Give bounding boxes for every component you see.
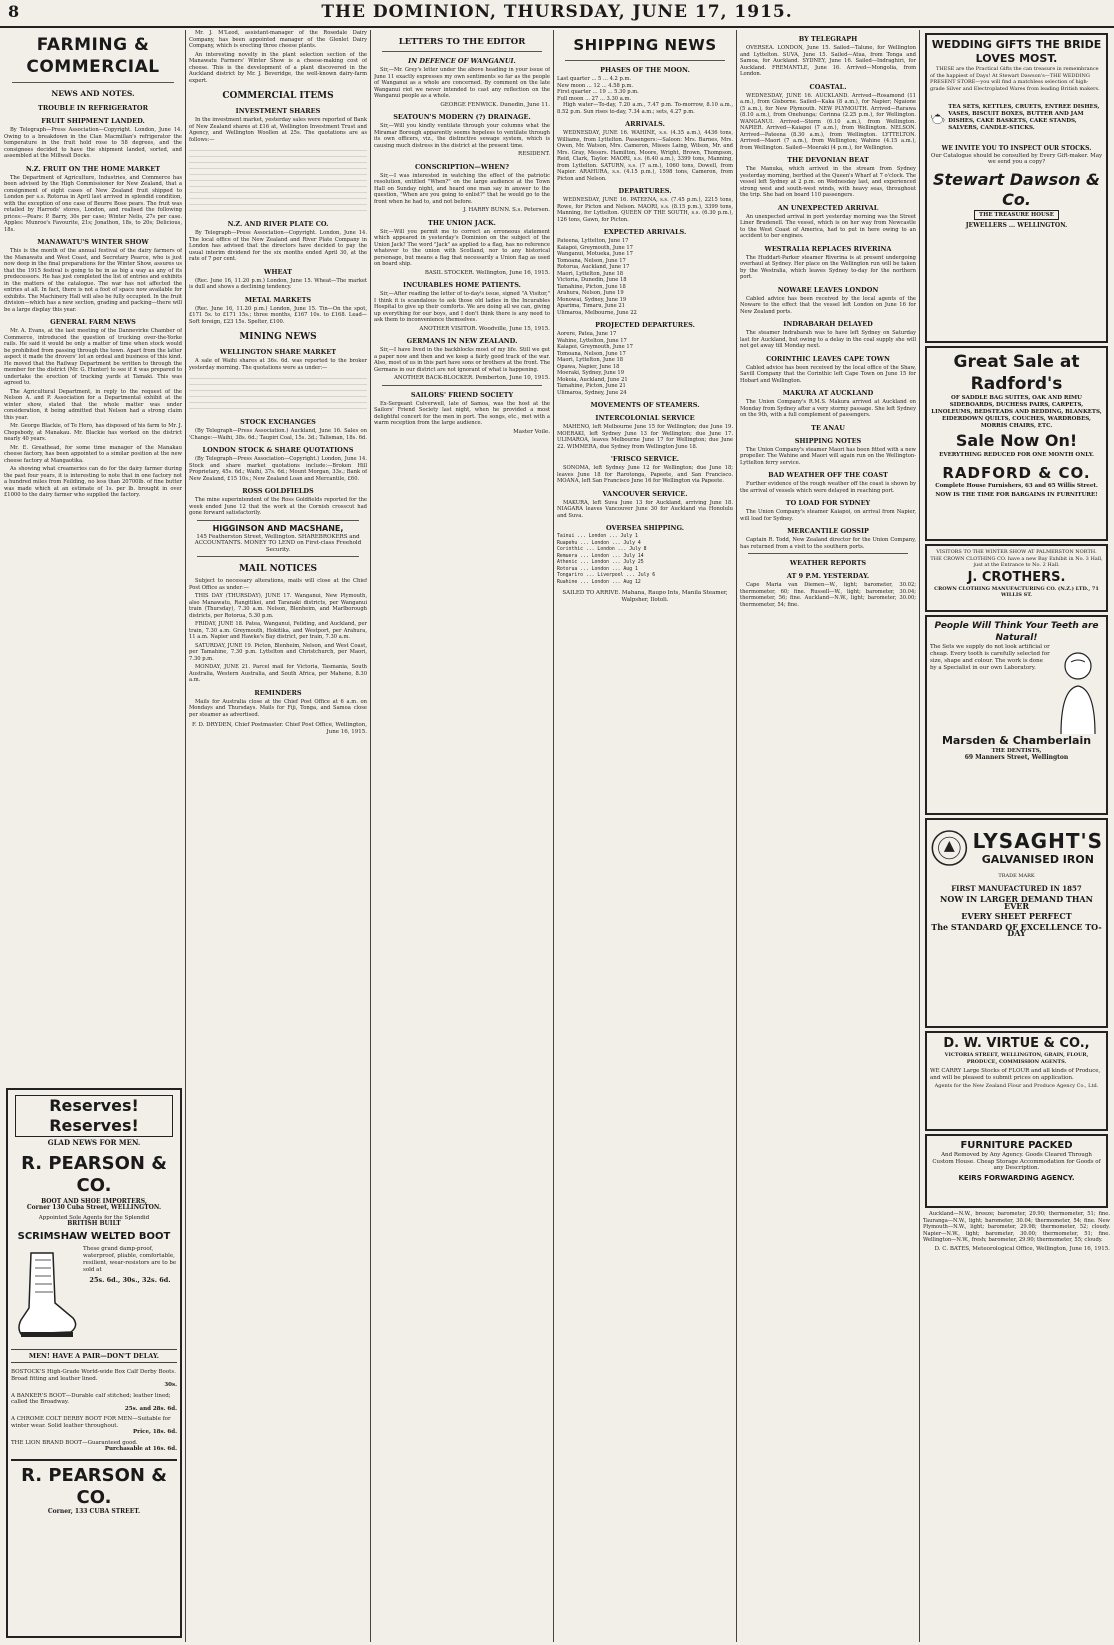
headline-makura: MAKURA AT AUCKLAND bbox=[782, 389, 874, 397]
list-item: Monowai, Sydney, June 19 bbox=[557, 296, 627, 303]
article-text: THIS DAY (THURSDAY), JUNE 17. Wanganui, New Plymouth, also Manawatu, Rangitikei, and Taranaki districts, per Wanganui train (Thursday), 7.30 a.m. Nelson, Blenheim, and Marlborough districts, per Rotorua, 5.30 p.m. bbox=[189, 593, 367, 619]
article-text: This is the month of the annual festival of the dairy farmers of the Manawatu and West Coast, and Secretary Pearce, who is just now deep in the final preparations for the Winter Show, assures us that the 1915 festival is going to be in as big a way as any of its predecessors. He has just completed the list of entries and exhibits in the matters of the catalogue. The war has not affected the entries at all. In fact, there is not a foot of space now available for exhibits. The Machinery Hall will also be fully occupied. In the fruit division—which has a new section, grading and packing—there will be a large display this year. bbox=[4, 248, 182, 313]
table-row: Athenic ... London ... July 25 bbox=[557, 560, 644, 565]
article-text: Subject to necessary alterations, mails will close at the Chief Post Office as under:— bbox=[189, 578, 367, 591]
arrivals-text: WEDNESDAY, JUNE 16. WAHINE, s.s. (4.35 a.m.), 4436 tons, Williams, from Lyttelton. Passengers:—Saloon: Mrs. Barnes, Mrs. Owen, Mr. Watson, Mrs. Cameron, Misses Laing, Wilson, Mr. and Mrs. Gray, Messrs. Hamilton, Moore, Wright, Brown, Thompson, Reid, Clark, Taylor. MAORI, s.s. (6.40 a.m.), 3399 tons, Manning, from Lyttelton. SATURN, s.s. (7 a.m.), 1060 tons, Dowell, from Napier. ARAHURA, s.s. (4.15 p.m.), 1598 tons, Cameron, from Picton and Nelson. bbox=[557, 130, 733, 182]
article-text: WEDNESDAY, JUNE 16. AUCKLAND. Arrived—Rosamond (11 a.m.), from Gisborne. Sailed—Kaka (8 a.m.), for Napier; Ngaione (5 a.m.), for New Plymouth. NEW PLYMOUTH. Arrived—Rarawa (8.10 a.m.), from Onehunga; Corinna (2.25 p.m.), for Wellington. WANGANUI. Arrived—Storm (6.10 a.m.), from Wellington. NAPIER. Arrived—Kaiapoi (7 a.m.), from Wellington. NELSON. Arrived—Pateena (8.30 a.m.), from Wellington. LYTTELTON. Arrived—Maori (7 a.m.), from Wellington; Wahine (4.15 a.m.), from Wellington. Sailed—Moeraki (4 p.m.), for Wellington. bbox=[740, 92, 916, 151]
section-subtitle: NEWS AND NOTES. bbox=[51, 89, 135, 98]
firm-name: HIGGINSON AND MACSHANE, bbox=[212, 523, 344, 533]
letter-text: Sir,—I was interested in watching the effect of the patriotic resolution, entitled "When?" on the large audience at the Town Hall on Sunday night, and heard one man say in answer to the question, "When are you going to enlist?" that he would go to the front when he had to, and not before. bbox=[374, 172, 550, 205]
headline-frisco: 'FRISCO SERVICE. bbox=[610, 455, 680, 463]
ad-lysaght bbox=[925, 818, 1108, 1028]
ad-address: Corner 130 Cuba Street, WELLINGTON. bbox=[26, 1204, 162, 1211]
headline-metal-markets: METAL MARKETS bbox=[244, 295, 312, 304]
sailing-table bbox=[557, 534, 733, 586]
ad-virtue bbox=[925, 1031, 1108, 1131]
ad-text: VISITORS TO THE WINTER SHOW AT PALMERSTON NORTH. THE CROWN CLOTHING CO. have a new Bay Exhibit in No. 3 Hall, just at the Entrance to No. 2 Hall. bbox=[930, 549, 1103, 568]
ad-line: EVERY SHEET PERFECT bbox=[961, 911, 1072, 921]
article-text: Mr. George Blackie, of Te Horo, has disposed of his farm to Mr. J. Chopsbody, at Manakau. Mr. Blackie has worked on the district nearly 40 years. bbox=[4, 423, 182, 442]
article-text: SONOMA, left Sydney June 12 for Wellington; due June 18; leaves June 18 for Rarotonga, Papeete, and San Francisco. MOANA, left San Francisco June 16 for Wellington via Papeete. bbox=[557, 465, 733, 484]
dentist-portrait bbox=[1053, 644, 1103, 734]
ad-tagline: THE TREASURE HOUSE bbox=[974, 210, 1059, 221]
moon-list bbox=[557, 76, 733, 102]
article-text: An unexpected arrival in port yesterday morning was the Street Liner Brudenell. The vessel, which is on her way from Newcastle to the West Coast of America, had to put in here owing to an accident to her engines. bbox=[740, 213, 916, 239]
article-signature: Master Voile. bbox=[513, 428, 550, 435]
ad-description: These grand damp-proof, waterproof, pliable, comfortable, resilient, wear-resistors are to be sold at bbox=[83, 1245, 177, 1273]
headline-germans: GERMANS IN NEW ZEALAND. bbox=[406, 337, 518, 345]
letter-signature: ANOTHER VISITOR. Woodville, June 15, 1915. bbox=[419, 325, 550, 332]
headline-river-plate: N.Z. AND RIVER PLATE CO. bbox=[227, 220, 329, 228]
letter-signature: J. HARRY BUNN. S.s. Petersen. bbox=[463, 207, 550, 213]
ad-line: The STANDARD OF EXCELLENCE TO-DAY bbox=[931, 921, 1102, 938]
headline-mail-notices: MAIL NOTICES bbox=[238, 564, 318, 574]
letter-text: Sir,—Will you permit me to correct an erroneous statement which appeared in yesterday's Dominion on the subject of the Union Jack? The word "Jack" as applied to a flag, has no reference whatever to the union with Scotland, nor to any historical personage, but means a flag that necessarily a Union flag as used on board ship. bbox=[374, 228, 550, 267]
ad-line: NOW IN LARGER DEMAND THAN EVER bbox=[940, 894, 1093, 911]
headline-by-telegraph: BY TELEGRAPH bbox=[798, 35, 858, 43]
article-text: The Manuka, which arrived in the stream from Sydney yesterday morning, berthed at the Queen's Wharf at 7 o'clock. The vessel left Sydney at 2 p.m. on Wednesday last, and experienced strong west and south-west winds, with heavy seas, throughout the trip. She had on board 110 passengers. bbox=[740, 166, 916, 198]
article-text: Mails for Australia close at the Chief Post Office at 6 a.m. on Mondays and Thursdays. Mails for Fiji, Tonga, and Samoa close per steamer as advertised. bbox=[189, 698, 367, 718]
headline-arrivals: ARRIVALS. bbox=[625, 120, 665, 128]
headline-ross-goldfields: ROSS GOLDFIELDS bbox=[242, 487, 314, 495]
ad-item-price: Purchasable at 16s. 6d. bbox=[104, 1446, 177, 1452]
list-item: Aorere, Patea, June 17 bbox=[557, 331, 617, 337]
list-item: Maori, Lyttelton, June 18 bbox=[557, 270, 624, 277]
section-title-shipping: SHIPPING NEWS bbox=[573, 36, 717, 54]
article-text: The mine superintendent of the Ross Goldfields reported for the week ended June 12 that the work at the Cornish crosscut had gone forward satisfactorily. bbox=[189, 497, 367, 516]
moon-row: Full moon ... 27 ... 3.30 a.m. bbox=[557, 95, 632, 102]
column-letters bbox=[374, 30, 550, 1642]
list-item: Tamahine, Picton, June 18 bbox=[557, 283, 626, 290]
ad-item: THE LION BRAND BOOT—Guaranteed good. bbox=[11, 1439, 138, 1446]
list-item: Mokoia, Auckland, June 21 bbox=[557, 376, 628, 383]
article-text: By Telegraph—Press Association—Copyright. London, June 14. The local office of the New Zealand and River Plate Company in London has advised that the directors have decided to pay the usual interim dividend for the six months ended April 30, at the rate of 7 per cent. bbox=[189, 230, 367, 262]
letter-text: Sir,—Will you kindly ventilate through your columns what the Miramar Borough apparently seems hopeless to ventilate through its own officers, viz., the distinctive sewage system, which is causing much distress in the district at the present time. bbox=[374, 123, 550, 149]
moon-row: New moon ... 12 ... 4.58 p.m. bbox=[557, 82, 634, 89]
headline-farm-news: GENERAL FARM NEWS bbox=[50, 318, 136, 326]
letter-text: Sir,—After reading the letter of to-day's issue, signed "A Visitor," I think it is scandalous to ask those old ladies in the Incurables Hospital to give up their comforts. We are doing all we can, giving up everything for our boys, and I don't think there is any need to ask them to inconvenience themselves. bbox=[374, 291, 550, 323]
ad-boot-name: SCRIMSHAW WELTED BOOT bbox=[17, 1230, 171, 1242]
subhead-intercolonial: INTERCOLONIAL SERVICE bbox=[595, 414, 695, 422]
ad-item: BOSTOCK'S High-Grade World-wide Box Calf Derby Boots. Broad fitting and leather lined. bbox=[11, 1369, 176, 1382]
headline-refrigerator: TROUBLE IN REFRIGERATOR bbox=[37, 104, 148, 112]
letter-signature: BASIL STOCKER. Wellington, June 16, 1915. bbox=[424, 269, 550, 276]
letter-signature: ANOTHER BACK-BLOCKER. Pemberton, June 10, 1915. bbox=[393, 375, 550, 381]
section-title-farming: FARMING & COMMERCIAL bbox=[26, 35, 160, 77]
ad-dentists bbox=[925, 615, 1108, 815]
article-text: MAHENO, left Melbourne June 15 for Wellington; due June 19. MOERAKI, left Sydney June 13 for Wellington; due June 17. ULIMAROA, leaves Melbourne June 17 for Wellington; due June 22. WIMMERA, due Sydney from Wellington June 18. bbox=[557, 424, 733, 450]
list-item: Maori, Lyttelton, June 18 bbox=[557, 357, 624, 363]
headline-projected-departures: PROJECTED DEPARTURES. bbox=[595, 321, 695, 329]
article-text: Ex-Sergeant Culverwell, late of Samoa, was the host at the Sailors' Friend Society last night, when he provided a most delightful concert for the men in port. The songs, etc., met with a warm reception from the large audience. bbox=[374, 400, 550, 426]
ad-text: The Sets we supply do not look artificial or cheap. Every tooth is carefully selected for size, shape and colour. The work is done by a Specialist in our own Laboratory. bbox=[930, 644, 1050, 671]
ad-item-price: 30s. bbox=[164, 1382, 177, 1388]
headline-wanganui: IN DEFENCE OF WANGANUI. bbox=[408, 57, 516, 65]
headline-sailors-friend: SAILORS' FRIEND SOCIETY bbox=[410, 390, 514, 399]
ad-brand: RADFORD & CO. bbox=[942, 463, 1091, 482]
table-row: Corinthic ... London ... July 8 bbox=[557, 547, 647, 552]
headline-union-jack: THE UNION JACK. bbox=[428, 218, 496, 227]
headline-winter-show: MANAWATU'S WINTER SHOW bbox=[37, 238, 149, 246]
firm-details: 145 Featherston Street, Wellington. SHAREBROKERS and ACCOUNTANTS. MONEY TO LEND on First-class Freehold Security. bbox=[194, 533, 362, 553]
ad-invite: WE INVITE YOU TO INSPECT OUR STOCKS. bbox=[941, 145, 1092, 152]
ad-text: WE CARRY Large Stocks of FLOUR and all kinds of Produce, and will be pleased to submit prices on application. bbox=[930, 1068, 1101, 1081]
headline-seatoun: SEATOUN'S MODERN (?) DRAINAGE. bbox=[393, 113, 531, 121]
ad-line: FIRST MANUFACTURED IN 1857 bbox=[951, 883, 1082, 893]
ad-crothers bbox=[925, 544, 1108, 612]
headline-coastal: COASTAL. bbox=[809, 82, 847, 91]
ad-address: Complete House Furnishers, 63 and 65 Willis Street. bbox=[935, 482, 1098, 489]
article-text: (Rec. June 16, 11.20 p.m.) London, June 15. Tin—On the spot, £171 5s. to £171 15s.; three months, £167 10s. to £168. Lead—Soft foreign, £23 15s. Spelter, £100. bbox=[189, 305, 367, 325]
headline-commercial-items: COMMERCIAL ITEMS bbox=[222, 91, 334, 101]
list-item: Pateena, Lyttelton, June 17 bbox=[557, 238, 629, 244]
ad-footer-address: Corner, 133 CUBA STREET. bbox=[47, 1507, 141, 1515]
headline-to-load: TO LOAD FOR SYDNEY bbox=[785, 499, 871, 507]
article-text: Further evidence of the rough weather off the coast is shown by the arrival of vessels which were delayed in reaching port. bbox=[740, 481, 916, 494]
headline-mining-news: MINING NEWS bbox=[239, 332, 317, 342]
table-row: Tainui ... London ... July 1 bbox=[557, 534, 638, 539]
headline-stock-exchanges: STOCK EXCHANGES bbox=[240, 418, 316, 426]
ad-item: A CHROME COLT DERBY BOOT FOR MEN—Suitable for winter wear. Solid leather throughout. bbox=[11, 1416, 171, 1429]
ad-badge-label: TRADE MARK bbox=[998, 873, 1035, 879]
list-item: Opawa, Napier, June 18 bbox=[557, 363, 620, 370]
subhead-investment: INVESTMENT SHARES bbox=[235, 107, 321, 115]
ad-brand: LYSAGHT'S bbox=[972, 829, 1103, 853]
subhead-share-market: WELLINGTON SHARE MARKET bbox=[219, 348, 337, 356]
ad-sale-now: Sale Now On! bbox=[955, 431, 1078, 450]
article-text: (By Telegraph—Press Association—Copyright.) London, June 14. Stock and share market quotations include:—Broken Hill Proprietary, 45s. 6d.; Waihi, 37s. 6d.; Mount Morgan, 33s.; Bank of New Zealand, £15 10s.; New Zealand Loan and Mercantile, £60. bbox=[189, 456, 367, 482]
ad-agents: Agents for the New Zealand Flour and Produce Agency Co., Ltd. bbox=[934, 1083, 1099, 1089]
list-item: Wahine, Lyttelton, June 17 bbox=[557, 337, 627, 344]
ad-price: 25s. 6d., 30s., 32s. 6d. bbox=[89, 1275, 171, 1284]
ad-sub: GALVANISED IRON bbox=[981, 853, 1094, 866]
column-shipping bbox=[557, 30, 733, 1642]
article-text: SATURDAY, JUNE 19. Picton, Blenheim, Nelson, and West Coast, per Tamahine, 7.30 p.m. Lyttelton and Christchurch, per Maori, 7.30 p.m. bbox=[189, 642, 367, 662]
share-table bbox=[189, 145, 367, 215]
headline-bad-weather: BAD WEATHER OFF THE COAST bbox=[768, 471, 888, 479]
article-text: The Union Company's steamer Maori has been fitted with a new propeller. The Wahine and Maori will again run on the Wellington-Lyttelton ferry service. bbox=[740, 446, 916, 466]
table-row: Remuera ... London ... July 14 bbox=[557, 553, 644, 559]
signature: F. D. DRYDEN, Chief Postmaster. Chief Post Office, Wellington, June 16, 1915. bbox=[192, 722, 367, 735]
headline-departures: DEPARTURES. bbox=[618, 187, 672, 195]
letter-text: Sir,—I have lived in the backblocks most of my life. Still we get a paper now and then and we keep a fairly good track of the war. Also, most of us in this part have sons or brothers at the front. The Germans in our district are not ignorant of what is happening. bbox=[374, 347, 550, 373]
article-text: By Telegraph—Press Association—Copyright. London, June 14. Owing to a breakdown in the Clan Macmillan's refrigerator the temperature in the fruit hold rose to 58 degrees, and the consignees decided to have the shipment landed, sorted, and assembled at the Millwall Docks. bbox=[4, 127, 182, 159]
ad-sub: CROWN CLOTHING MANUFACTURING CO. (N.Z.) LTD., 71 WILLIS ST. bbox=[934, 585, 1099, 598]
list-item: Kaiapoi, Greymouth, June 17 bbox=[557, 344, 633, 350]
headline-expected-arrivals: EXPECTED ARRIVALS. bbox=[603, 228, 687, 236]
headline-weather-reports: WEATHER REPORTS bbox=[789, 559, 867, 567]
moon-row: Last quarter ... 5 ... 4.2 p.m. bbox=[557, 76, 632, 82]
departures-text: WEDNESDAY, JUNE 16. PATEENA, s.s. (7.45 p.m.), 2215 tons, Rowe, for Picton and Nelson. MAORI, s.s. (8.15 p.m.), 3399 tons, Manning, for Lyttelton. QUEEN OF THE SOUTH, s.s. (6.30 p.m.), 126 tons, Gawn, for Picton. bbox=[557, 197, 733, 223]
article-text: Captain R. Todd, New Zealand director for the Union Company, has returned from a visit to the southern ports. bbox=[740, 537, 916, 550]
article-text: MONDAY, JUNE 21. Parcel mail for Victoria, Tasmania, South Australia, Western Australia, and South Africa, per Maheno, 8.30 a.m. bbox=[189, 664, 367, 683]
ad-call-to-action: MEN! HAVE A PAIR—DON'T DELAY. bbox=[11, 1349, 177, 1364]
headline-london-quotations: LONDON STOCK & SHARE QUOTATIONS bbox=[202, 446, 354, 454]
article-text: Cape Maria van Diemen—W., light; barometer, 30.02; thermometer, 60; fine. Russell—W., light; barometer, 30.04; thermometer, 56; fine. Auckland—N.W., light; barometer, 30.00; thermometer, 54; fine. bbox=[740, 582, 916, 608]
article-text: (By Telegraph—Press Association.) Auckland, June 16. Sales on 'Change:—Waihi, 38s. 6d.; Taupiri Coal, 15s. 3d.; Talisman, 18s. 6d. bbox=[189, 428, 367, 441]
ad-headline: WEDDING GIFTS THE BRIDE LOVES MOST. bbox=[931, 38, 1102, 65]
list-item: Tamahine, Picton, June 21 bbox=[557, 383, 626, 389]
article-text: Mr. J. M'Leod, assistant-manager of the Rosedale Dairy Company, has been appointed manager of the Glenlet Dairy Company, which is erecting three cheese plants. bbox=[189, 30, 367, 49]
headline-movements: MOVEMENTS OF STEAMERS. bbox=[590, 401, 700, 409]
article-text: An interesting novelty in the plant selection section of the Manawatu Farmers' Winter Show is a cheese-making cost of cheese. This is the development of a plant discovered in the Auckland district by Mr. J. Beveridge, the well-known dairy-farm expert. bbox=[189, 51, 367, 84]
ad-headline: People Will Think Your Teeth are Natural! bbox=[934, 621, 1099, 643]
column-commercial bbox=[189, 30, 367, 1642]
article-text: The Huddart-Parker steamer Riverina is at present undergoing overhaul at Sydney. Her place on the Wellington run will be taken by the Westralia, which leaves Sydney to-day for the northern port. bbox=[740, 254, 916, 280]
headline-wheat: WHEAT bbox=[264, 267, 292, 276]
article-text: In the investment market, yesterday sales were reported of Bank of New Zealand shares at £16 at, Wellington Investment Trust and Agency, and Wellington Woollen at 25s. The quotations are as follows:— bbox=[189, 117, 367, 143]
list-item: Victoria, Dunedin, June 18 bbox=[557, 277, 627, 283]
ad-agents: Appointed Sole Agents for the Splendid bbox=[38, 1214, 150, 1221]
list-item: Wanganui, Motueka, June 17 bbox=[557, 251, 633, 257]
ad-item-price: Price, 18s. 6d. bbox=[133, 1429, 177, 1435]
ad-stewart-dawson bbox=[925, 33, 1108, 343]
ad-address: VICTORIA STREET, WELLINGTON, GRAIN, FLOUR, PRODUCE, COMMISSION AGENTS. bbox=[944, 1052, 1089, 1065]
headline-noware: NOWARE LEAVES LONDON bbox=[777, 285, 879, 294]
ad-brand: R. PEARSON & CO. bbox=[21, 1152, 167, 1196]
ad-brand: Marsden & Chamberlain bbox=[941, 734, 1092, 747]
tide-text: High water—To-day, 7.20 a.m., 7.47 p.m. To-morrow, 8.10 a.m., 8.52 p.m. Sun rises to-day, 7.34 a.m.; sets, 4.27 p.m. bbox=[557, 102, 733, 115]
headline-oversea-shipping: OVERSEA SHIPPING. bbox=[605, 524, 685, 532]
headline-indrabarah: INDRABARAH DELAYED bbox=[783, 320, 873, 328]
moon-row: First quarter ... 19 ... 5.30 p.m. bbox=[557, 89, 639, 95]
ad-footer-brand: R. PEARSON & CO. bbox=[11, 1459, 177, 1509]
ad-sub: THE DENTISTS, bbox=[991, 748, 1042, 754]
ad-pearson bbox=[6, 1088, 182, 1638]
headline-reminders: REMINDERS bbox=[254, 688, 302, 697]
ad-headline: Great Sale at Radford's bbox=[953, 352, 1080, 394]
ad-item: A BANKER'S BOOT—Durable calf stitched; leather lined; called the Broadway. bbox=[11, 1392, 171, 1405]
list-item: Ulimaroa, Sydney, June 24 bbox=[557, 389, 627, 396]
ad-footer: JEWELLERS ... WELLINGTON. bbox=[965, 222, 1068, 229]
ad-brand: D. W. VIRTUE & CO., bbox=[943, 1036, 1090, 1051]
weather-text: Auckland—N.W., breeze; barometer, 29.90; thermometer, 51; fine. Tauranga—N.W., light; barometer, 30.04; thermometer, 54; fine. New Plymouth—N.W., light; barometer, 29.98; thermometer, 52; cloudy. Napier—N.W., light; barometer, 30.00; thermometer, 51; fine. Wellington—N.W., fresh; barometer, 29.90; thermometer, 55; cloudy. bbox=[923, 1211, 1110, 1243]
list-item: Kaiapoi, Greymouth, June 17 bbox=[557, 244, 633, 251]
ad-address: 69 Manners Street, Wellington bbox=[964, 753, 1069, 761]
headline-mercantile: MERCANTILE GOSSIP bbox=[787, 527, 869, 535]
headline-westralia: WESTRALIA REPLACES RIVERINA bbox=[764, 244, 892, 253]
ad-item-price: 25s. and 28s. 6d. bbox=[124, 1405, 177, 1412]
column-advertisements bbox=[923, 30, 1110, 1642]
ad-brand: KEIRS FORWARDING AGENCY. bbox=[958, 1173, 1075, 1182]
list-item: Rotorua, Auckland, June 17 bbox=[557, 264, 630, 270]
ad-make: BRITISH BUILT bbox=[67, 1220, 121, 1227]
article-text: Cabled advice has been received by the local office of the Shaw, Savill Company that the Corinthic left Cape Town on June 15 for Hobart and Wellington. bbox=[740, 364, 916, 384]
ad-headline: Reserves! Reserves! bbox=[15, 1095, 173, 1137]
letter-signature: RESIDENT. bbox=[518, 151, 550, 157]
weather-signature: D. C. BATES, Meteorological Office, Wellington, June 16, 1915. bbox=[934, 1245, 1110, 1252]
trademark-badge-icon bbox=[930, 823, 969, 873]
list-item: Aparima, Timaru, June 21 bbox=[557, 303, 625, 309]
headline-nz-fruit: N.Z. FRUIT ON THE HOME MARKET bbox=[25, 164, 161, 173]
article-text: The Agricultural Department, in reply to the request of the Nelson A. and P. Association for a Departmental exhibit at the winter show, stated that the whole matter was under consideration, it being admitted that Nelson had a strong claim this year. bbox=[4, 388, 182, 421]
table-row: Tongariro ... Liverpool ... July 6 bbox=[557, 573, 656, 578]
headline-shipping-notes: SHIPPING NOTES bbox=[794, 436, 862, 445]
headline-corinthic: CORINTHIC LEAVES CAPE TOWN bbox=[766, 354, 890, 363]
departures-list bbox=[557, 331, 733, 396]
article-text: Cabled advice has been received by the local agents of the Noware to the effect that the vessel left London on June 16 for New Zealand ports. bbox=[740, 295, 916, 315]
ad-brand: J. CROTHERS. bbox=[967, 569, 1066, 585]
article-text: The steamer Indrabarah was to have left Sydney on Saturday last for Auckland, but owing to a delay in the coal supply she will not get away till Monday next. bbox=[740, 330, 916, 349]
letter-text: Sir,—Mr. Grey's letter under the above heading in your issue of June 11 exactly expresses my own sentiments so far as the people of Wanganui as a whole are concerned. By comment on the late Wanganui riot we never intended to cast any reflection on the Wanganui people as a whole. bbox=[374, 67, 550, 99]
column-farming bbox=[4, 30, 182, 1642]
table-row: Ruapehu ... London ... July 4 bbox=[557, 540, 641, 546]
subhead-weather-time: AT 9 P.M. YESTERDAY. bbox=[786, 572, 870, 580]
page-number: 8 bbox=[8, 2, 20, 21]
expected-list bbox=[557, 238, 733, 316]
sailed-to-arrive: SAILED TO ARRIVE. Mahana, Raupo Ints, Manila Steamer, Walpsher, Ilotoli. bbox=[562, 590, 728, 603]
headline-moon-phases: PHASES OF THE MOON. bbox=[600, 66, 690, 74]
list-item: Arahura, Nelson, June 19 bbox=[557, 290, 624, 296]
list-item: Moeraki, Sydney, June 19 bbox=[557, 370, 625, 376]
ad-catalogue: Our Catalogue should be consulted by Every Gift-maker. May we send you a copy? bbox=[930, 152, 1103, 165]
article-text: Mr. A. Evans, at the last meeting of the Dannevirke Chamber of Commerce, introduced the question of trucking over-the-Yorke rails. He said it would be only a matter of time when stock would be prohibited from passing through the town. Apart from the latter aspect it made the drovers' lot an ordeal and business of this kind. He moved that the Railway Department be written to through the member for the district (Mr. G. Hunter) to see if it was prepared to undertake the erection of trucking yards at Tamaki. This was agreed to. bbox=[4, 328, 182, 386]
headline-te-anau: TE ANAU bbox=[811, 423, 845, 432]
article-text: The Union Company's steamer Kaiapoi, on arrival from Napier, will load for Sydney. bbox=[740, 509, 916, 522]
ad-text: OF SADDLE BAG SUITES, OAK AND RIMU SIDEBOARDS, DUCHESS PAIRS, CARPETS, LINOLEUMS, BEDSTEADS AND BEDDING, BLANKETS, EIDERDOWN QUILTS, COUCHES, WARDROBES, MORRIS CHAIRS, ETC. bbox=[931, 395, 1102, 429]
article-text: (Rec. June 16, 11.20 p.m.) London, June 15. Wheat—The market is dull and shows a declining tendency. bbox=[189, 277, 367, 290]
list-item: Ulimaroa, Melbourne, June 22 bbox=[557, 309, 637, 316]
article-text: Mr. E. Greathead, for some time manager of the Manakau cheese factory, has been appointed to a similar position at the new cheese factory at Mangaotika. bbox=[4, 444, 182, 464]
headline-devonian: THE DEVONIAN BEAT bbox=[787, 156, 869, 164]
masthead-bar bbox=[0, 0, 1114, 28]
column-telegraph bbox=[740, 30, 916, 1642]
headline-vancouver: VANCOUVER SERVICE. bbox=[602, 489, 688, 498]
table-row: Ruahine ... London ... Aug 12 bbox=[557, 579, 641, 585]
mining-table bbox=[189, 373, 367, 413]
headline-conscription: CONSCRIPTION—WHEN? bbox=[414, 162, 510, 171]
ad-radford bbox=[925, 346, 1108, 541]
ad-brand: Stewart Dawson & Co. bbox=[933, 169, 1100, 209]
ad-text: And Removed by Any Agency. Goods Cleared Through Custom House. Cheap Storage Accommodation for Goods of any Description. bbox=[932, 1152, 1101, 1171]
article-text: As showing what creameries can do for the dairy farmer during the past four years, it is interesting to note that in one factory not a hundred miles from Feilding, no less than 20700lb. of fine butter was made which at an estimate of 1s. per lb. brought in over £1000 to the dairy farmer who supplied the factory. bbox=[4, 466, 182, 498]
ad-subhead: GLAD NEWS FOR MEN. bbox=[47, 1138, 141, 1147]
list-item: Tomoana, Nelson, June 17 bbox=[557, 257, 626, 264]
ad-keirs bbox=[925, 1134, 1108, 1208]
letter-signature: GEORGE FENWICK. Dunedin, June 11. bbox=[440, 101, 550, 108]
headline-unexpected-arrival: AN UNEXPECTED ARRIVAL bbox=[777, 203, 879, 212]
article-text: The Department of Agriculture, Industries, and Commerce has been advised by the High Commissioner for New Zealand, that a consignment of eight cases of New Zealand fruit shipped to London per s.s. Rotorua in April last arrived in splendid condition, with the exception of one case of Beurre Bose pears. The fruit was retailed by Harrods' stores, London, and realised the following prices:—Pears: P. Barry, 30s per case; Winter Nelis, 27s per case. Apples: Munroe's Favourite, 21s; Jonathon, 18s, to 20s; Delicious, 18s. bbox=[4, 174, 182, 233]
list-item: Tomoana, Nelson, June 17 bbox=[557, 350, 626, 357]
ad-trade: BOOT AND SHOE IMPORTERS, bbox=[41, 1197, 147, 1205]
headline-incurables: INCURABLES HOME PATIENTS. bbox=[403, 281, 521, 289]
ad-sub: EVERYTHING REDUCED FOR ONE MONTH ONLY. bbox=[939, 452, 1094, 458]
subhead-fruit-landed: FRUIT SHIPMENT LANDED. bbox=[41, 117, 145, 125]
table-row: Rotorua ... London ... Aug 1 bbox=[557, 566, 638, 572]
ad-headline: FURNITURE PACKED bbox=[960, 1140, 1073, 1151]
boot-illustration bbox=[11, 1248, 81, 1343]
ad-text: THESE are the Practical Gifts the can treasure in remembrance of the happiest of Days! At Stewart Dawson's—THE WEDDING PRESENT STORE—you will find a matchless selection of high-grade Silver and Electroplated Wares from leading British makers. bbox=[930, 66, 1100, 92]
article-text: FRIDAY, JUNE 18. Patea, Wanganui, Feilding, and Auckland, per train, 7.30 a.m. Greymouth, Hokitika, and Westport, per Arahura, 11 a.m. Napier and Hawke's Bay district, per train, 7.30 a.m. bbox=[189, 621, 367, 640]
article-text: A sale of Waihi shares at 36s. 6d. was reported to the broker yesterday morning. The quotations were as under:— bbox=[189, 358, 367, 371]
article-text: The Union Company's R.M.S. Makura arrived at Auckland on Monday from Sydney after a very stormy passage. She left Sydney on the 9th, with a full complement of passengers. bbox=[740, 399, 916, 418]
article-text: OVERSEA. LONDON, June 15. Sailed—Talune, for Wellington and Lyttelton. SUVA, June 15. Sailed—Atua, from Tonga and Samoa, for Auckland. SYDNEY, June 16. Sailed—Indraghiri, for Auckland. FREMANTLE, June 16. Arrived—Mongolia, from London. bbox=[740, 45, 916, 77]
article-text: MAKURA, left Suva June 13 for Auckland, arriving June 18. NIAGARA leaves Vancouver June 30 for Auckland via Honolulu and Suva. bbox=[557, 499, 733, 519]
ad-items: TEA SETS, KETTLES, CRUETS, ENTREE DISHES, VASES, BISCUIT BOXES, BUTTER AND JAM DISHES, CAKE BASKETS, CAKE STANDS, SALVERS, CANDLE-STICKS. bbox=[948, 104, 1100, 131]
masthead-title: THE DOMINION, THURSDAY, JUNE 17, 1915. bbox=[321, 2, 793, 22]
teapot-icon bbox=[930, 94, 945, 142]
headline-letters: LETTERS TO THE EDITOR bbox=[398, 37, 526, 47]
ad-footer: NOW IS THE TIME FOR BARGAINS IN FURNITURE! bbox=[935, 492, 1098, 498]
